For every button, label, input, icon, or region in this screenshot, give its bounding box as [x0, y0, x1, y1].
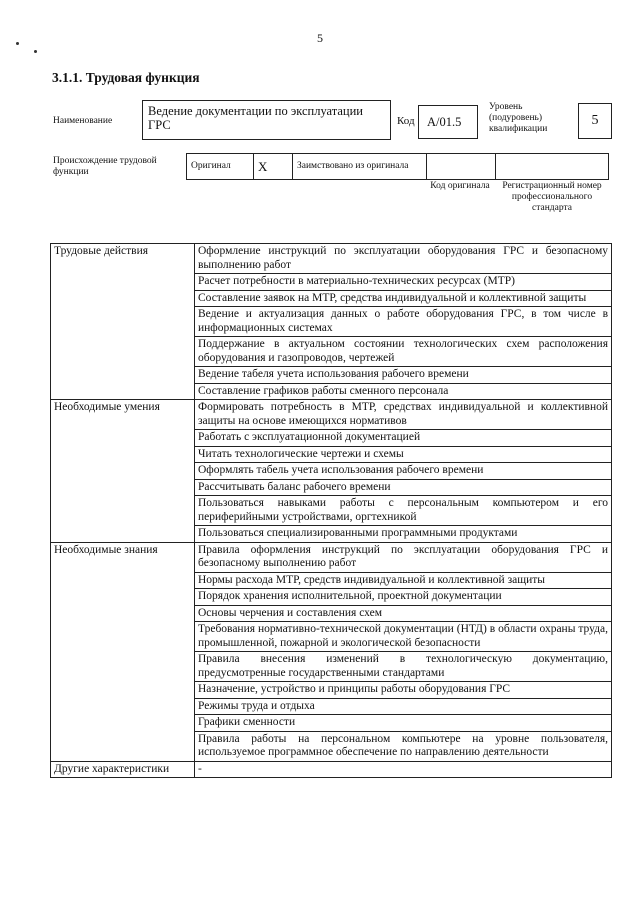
item-cell: Оформление инструкций по эксплуатации оборудования ГРС и безопасному выполнению работ: [195, 244, 612, 274]
item-cell: Требования нормативно-технической документации (НТД) в области охраны труда, промышленной, пожарной и экологической безопасности: [195, 622, 612, 652]
item-cell: Поддержание в актуальном состоянии технологических схем расположения оборудования и газопроводов, чертежей: [195, 337, 612, 367]
item-cell: Режимы труда и отдыха: [195, 698, 612, 715]
category-cell: Необходимые умения: [51, 400, 195, 543]
item-cell: Рассчитывать баланс рабочего времени: [195, 479, 612, 496]
item-cell: Составление заявок на МТР, средства индивидуальной и коллективной защиты: [195, 290, 612, 307]
item-cell: Пользоваться специализированными программными продуктами: [195, 526, 612, 543]
page-number: 5: [317, 31, 323, 45]
name-label: Наименование: [53, 116, 113, 126]
item-cell: -: [195, 761, 612, 778]
table-row: [51, 542, 612, 572]
item-cell: Расчет потребности в материально-технических ресурсах (МТР): [195, 274, 612, 291]
code-label: Код: [397, 115, 415, 127]
item-cell: Ведение и актуализация данных о работе оборудования ГРС, в том числе в информационных системах: [195, 307, 612, 337]
level-value: 5: [578, 103, 612, 139]
item-cell: Правила внесения изменений в технологическую документацию, предусмотренные государственными стандартами: [195, 652, 612, 682]
borrowed-label: Заимствовано из оригинала: [293, 154, 427, 180]
item-cell: Ведение табеля учета использования рабочего времени: [195, 367, 612, 384]
item-cell: Читать технологические чертежи и схемы: [195, 446, 612, 463]
table-row: [51, 761, 612, 778]
scan-mark: [34, 50, 37, 53]
item-cell: Составление графиков работы сменного персонала: [195, 383, 612, 400]
item-cell: Правила работы на персональном компьютере на уровне пользователя, используемое программное обеспечение по направлению деятельности: [195, 731, 612, 761]
original-mark: X: [254, 154, 293, 180]
original-label: Оригинал: [187, 154, 254, 180]
table-row: [51, 244, 612, 274]
table-row: [51, 400, 612, 430]
labor-function-table: [50, 243, 612, 778]
item-cell: Пользоваться навыками работы с персональным компьютером и его периферийными устройствами, оргтехникой: [195, 496, 612, 526]
reg-number-cell: [496, 154, 609, 180]
item-cell: Формировать потребность в МТР, средствах индивидуальной и коллективной защиты на основе имеющихся нормативов: [195, 400, 612, 430]
item-cell: Правила оформления инструкций по эксплуатации оборудования ГРС и безопасному выполнению работ: [195, 542, 612, 572]
item-cell: Нормы расхода МТР, средств индивидуальной и коллективной защиты: [195, 572, 612, 589]
item-cell: Основы черчения и составления схем: [195, 605, 612, 622]
item-cell: Работать с эксплуатационной документацией: [195, 430, 612, 447]
origin-label: Происхождение трудовой функции: [53, 156, 157, 177]
code-original-cell: [427, 154, 496, 180]
reg-number-caption: Регистрационный номер профессионального стандарта: [502, 181, 602, 213]
item-cell: Оформлять табель учета использования рабочего времени: [195, 463, 612, 480]
category-cell: Необходимые знания: [51, 542, 195, 761]
item-cell: Назначение, устройство и принципы работы оборудования ГРС: [195, 682, 612, 699]
section-title: 3.1.1. Трудовая функция: [52, 70, 200, 85]
origin-table: [186, 153, 609, 180]
category-cell: Трудовые действия: [51, 244, 195, 400]
name-value: Ведение документации по эксплуатации ГРС: [142, 100, 391, 140]
code-value: А/01.5: [418, 105, 478, 139]
item-cell: Графики сменности: [195, 715, 612, 732]
level-label: Уровень (подуровень) квалификации: [489, 102, 548, 134]
item-cell: Порядок хранения исполнительной, проектной документации: [195, 589, 612, 606]
category-cell: Другие характеристики: [51, 761, 195, 778]
code-original-caption: Код оригинала: [430, 181, 490, 191]
